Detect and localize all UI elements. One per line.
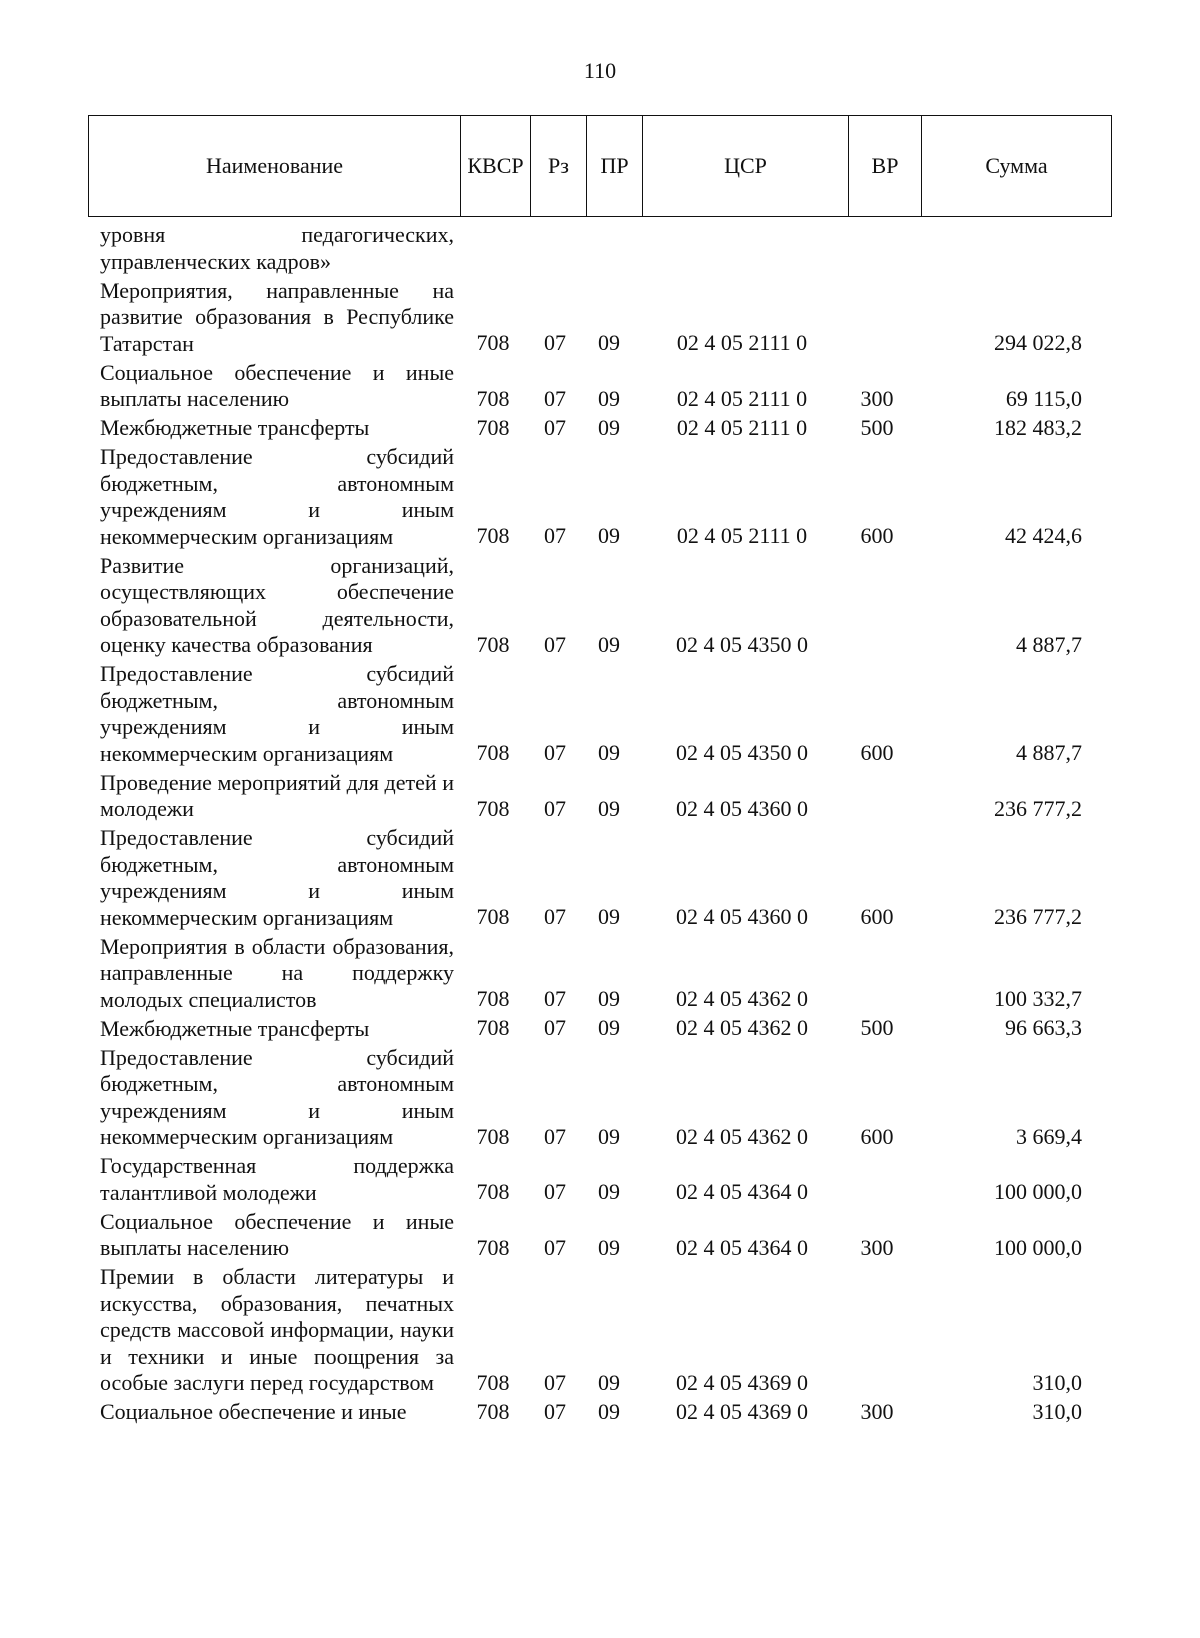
column-header-sum: Сумма [922, 116, 1112, 217]
csr-cell: 02 4 05 4360 0 [676, 795, 808, 821]
column-header-rz: Рз [531, 116, 587, 217]
kvsr-cell: 708 [476, 904, 510, 929]
pr-cell: 09 [598, 631, 620, 657]
table-row [100, 661, 1120, 770]
column-header-kvsr: КВСР [461, 116, 531, 217]
table-row [100, 222, 1120, 278]
name-cell: Проведение мероприятий для детей и молодежи [100, 769, 454, 821]
name-cell: Государственная поддержка талантливой молодежи [100, 1153, 454, 1205]
sum-cell: 3 669,4 [1016, 1123, 1082, 1149]
rz-cell: 07 [544, 986, 566, 1011]
name-cell: Предоставление субсидий бюджетным, автономным учреждениям и иным некоммерческим организациям [100, 1044, 454, 1149]
csr-cell: 02 4 05 4364 0 [676, 1234, 808, 1260]
kvsr-cell: 708 [476, 414, 510, 440]
vr-cell: 500 [860, 1015, 894, 1040]
rz-cell: 07 [544, 385, 566, 411]
pr-cell: 09 [598, 904, 620, 929]
rz-cell: 07 [544, 1234, 566, 1260]
pr-cell: 09 [598, 330, 620, 355]
column-header-name: Наименование [89, 116, 461, 217]
rz-cell: 07 [544, 795, 566, 821]
sum-cell: 100 332,7 [994, 986, 1082, 1011]
csr-cell: 02 4 05 4362 0 [676, 1015, 808, 1040]
rz-cell: 07 [544, 330, 566, 355]
pr-cell: 09 [598, 523, 620, 548]
kvsr-cell: 708 [476, 1123, 510, 1149]
csr-cell: 02 4 05 4364 0 [676, 1179, 808, 1204]
kvsr-cell: 708 [476, 330, 510, 355]
sum-cell: 100 000,0 [994, 1234, 1082, 1260]
name-cell: Предоставление субсидий бюджетным, автономным учреждениям и иным некоммерческим организациям [100, 444, 454, 549]
csr-cell: 02 4 05 4350 0 [676, 740, 808, 765]
name-cell: Предоставление субсидий бюджетным, автономным учреждениям и иным некоммерческим организациям [100, 661, 454, 766]
sum-cell: 42 424,6 [1005, 523, 1082, 548]
kvsr-cell: 708 [476, 385, 510, 411]
sum-cell: 310,0 [1032, 1398, 1082, 1424]
kvsr-cell: 708 [476, 1015, 510, 1040]
table-row [100, 444, 1120, 553]
table-row [100, 278, 1120, 360]
rz-cell: 07 [544, 1369, 566, 1395]
sum-cell: 182 483,2 [994, 414, 1082, 440]
sum-cell: 4 887,7 [1016, 631, 1082, 657]
table-row [100, 1045, 1120, 1154]
rz-cell: 07 [544, 1015, 566, 1040]
sum-cell: 236 777,2 [994, 795, 1082, 821]
pr-cell: 09 [598, 795, 620, 821]
table-row [100, 553, 1120, 662]
rz-cell: 07 [544, 414, 566, 440]
sum-cell: 69 115,0 [1005, 385, 1082, 411]
sum-cell: 96 663,3 [1005, 1015, 1082, 1040]
rz-cell: 07 [544, 904, 566, 929]
kvsr-cell: 708 [476, 740, 510, 765]
name-cell: уровня педагогических, управленческих кадров» [100, 222, 454, 274]
csr-cell: 02 4 05 2111 0 [676, 385, 808, 411]
pr-cell: 09 [598, 1015, 620, 1040]
name-cell: Предоставление субсидий бюджетным, автономным учреждениям и иным некоммерческим организациям [100, 825, 454, 930]
name-cell: Межбюджетные трансферты [100, 1015, 370, 1041]
csr-cell: 02 4 05 4360 0 [676, 904, 808, 929]
kvsr-cell: 708 [476, 795, 510, 821]
table-row [100, 934, 1120, 1016]
name-cell: Социальное обеспечение и иные выплаты населению [100, 359, 454, 411]
table-row [100, 360, 1120, 416]
name-cell: Мероприятия, направленные на развитие образования в Республике Татарстан [100, 277, 454, 356]
pr-cell: 09 [598, 1369, 620, 1395]
sum-cell: 4 887,7 [1016, 740, 1082, 765]
pr-cell: 09 [598, 1398, 620, 1424]
rz-cell: 07 [544, 1398, 566, 1424]
sum-cell: 294 022,8 [994, 330, 1082, 355]
csr-cell: 02 4 05 2111 0 [676, 330, 808, 355]
sum-cell: 236 777,2 [994, 904, 1082, 929]
pr-cell: 09 [598, 414, 620, 440]
pr-cell: 09 [598, 1179, 620, 1204]
rz-cell: 07 [544, 631, 566, 657]
vr-cell: 500 [860, 414, 894, 440]
column-header-pr: ПР [587, 116, 643, 217]
rz-cell: 07 [544, 1179, 566, 1204]
table-header [88, 115, 1112, 217]
column-header-vr: ВР [849, 116, 922, 217]
table-row [100, 1209, 1120, 1265]
csr-cell: 02 4 05 2111 0 [676, 414, 808, 440]
table-row [100, 1399, 1120, 1428]
vr-cell: 600 [860, 523, 894, 548]
name-cell: Мероприятия в области образования, направленные на поддержку молодых специалистов [100, 933, 454, 1012]
pr-cell: 09 [598, 385, 620, 411]
sum-cell: 310,0 [1032, 1369, 1082, 1395]
vr-cell: 300 [860, 1398, 894, 1424]
name-cell: Социальное обеспечение и иные [100, 1399, 407, 1424]
pr-cell: 09 [598, 1123, 620, 1149]
csr-cell: 02 4 05 4362 0 [676, 986, 808, 1011]
kvsr-cell: 708 [476, 1398, 510, 1424]
page-number: 110 [583, 58, 617, 83]
vr-cell: 600 [860, 1123, 894, 1149]
pr-cell: 09 [598, 740, 620, 765]
table-body [100, 222, 1120, 1428]
table-row [100, 1264, 1120, 1399]
vr-cell: 300 [860, 1234, 894, 1260]
pr-cell: 09 [598, 986, 620, 1011]
table-row [100, 415, 1120, 444]
name-cell: Социальное обеспечение и иные выплаты населению [100, 1208, 454, 1260]
sum-cell: 100 000,0 [994, 1179, 1082, 1204]
vr-cell: 300 [860, 385, 894, 411]
table-row [100, 825, 1120, 934]
csr-cell: 02 4 05 4369 0 [676, 1398, 808, 1424]
rz-cell: 07 [544, 523, 566, 548]
kvsr-cell: 708 [476, 1234, 510, 1260]
vr-cell: 600 [860, 904, 894, 929]
csr-cell: 02 4 05 4369 0 [676, 1369, 808, 1395]
kvsr-cell: 708 [476, 986, 510, 1011]
rz-cell: 07 [544, 740, 566, 765]
table-row [100, 770, 1120, 826]
kvsr-cell: 708 [476, 523, 510, 548]
table-row [100, 1016, 1120, 1045]
vr-cell: 600 [860, 740, 894, 765]
table-row [100, 1153, 1120, 1209]
kvsr-cell: 708 [476, 1179, 510, 1204]
csr-cell: 02 4 05 4362 0 [676, 1123, 808, 1149]
rz-cell: 07 [544, 1123, 566, 1149]
name-cell: Развитие организаций, осуществляющих обеспечение образовательной деятельности, оценку качества образования [100, 552, 454, 657]
csr-cell: 02 4 05 4350 0 [676, 631, 808, 657]
column-header-csr: ЦСР [643, 116, 849, 217]
kvsr-cell: 708 [476, 631, 510, 657]
name-cell: Межбюджетные трансферты [100, 415, 370, 440]
pr-cell: 09 [598, 1234, 620, 1260]
name-cell: Премии в области литературы и искусства, образования, печатных средств массовой информации, науки и техники и иные поощрения за особые заслуги перед государством [100, 1264, 454, 1395]
kvsr-cell: 708 [476, 1369, 510, 1395]
csr-cell: 02 4 05 2111 0 [676, 523, 808, 548]
